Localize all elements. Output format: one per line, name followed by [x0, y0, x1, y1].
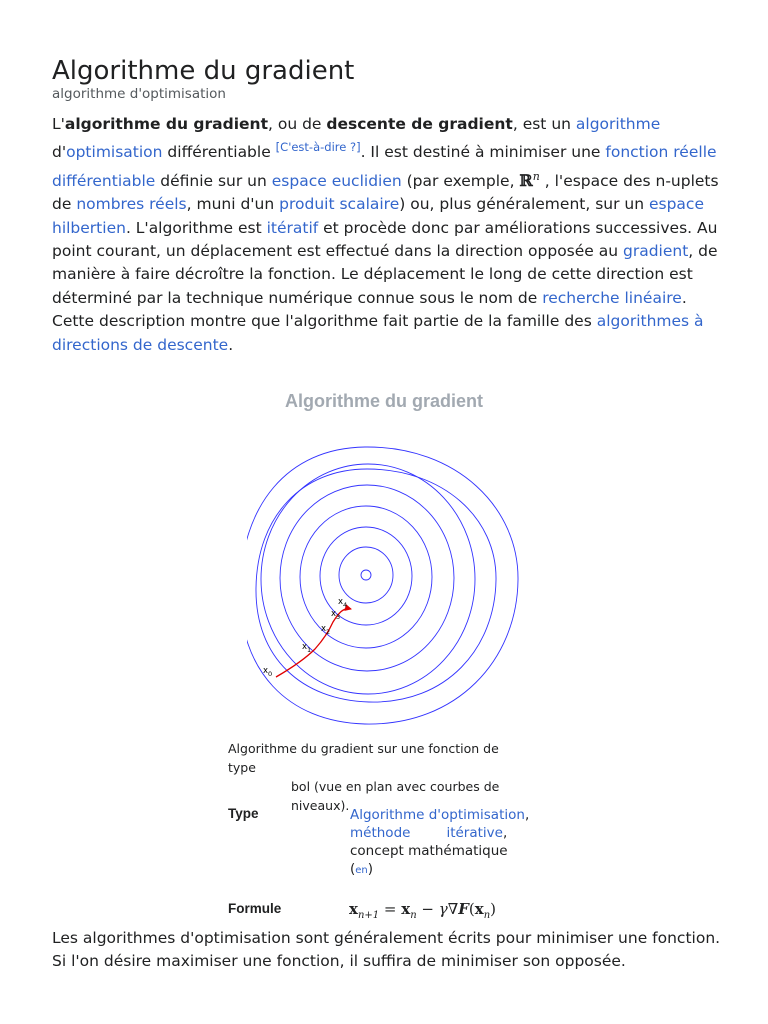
math-exponent-n: n — [532, 169, 540, 183]
formula-x-n: x — [401, 900, 411, 918]
intro-text: définie sur un — [155, 171, 272, 190]
figure-caption — [228, 739, 528, 815]
intro-text: d' — [52, 143, 67, 162]
intro-text: . L'algorithme est — [125, 218, 267, 237]
link-nombres-reels[interactable]: nombres réels — [76, 195, 187, 214]
link-produit-scalaire[interactable]: produit scalaire — [279, 195, 400, 214]
lang-paren-close: ) — [367, 861, 374, 877]
citation-needed-link[interactable]: [C'est-à-dire ?] — [275, 140, 361, 155]
link-iterative-part: itérative — [446, 825, 503, 841]
intro-text: et procède donc par améliorations successives. Au point courant, un déplacement est effectué dans la direction opposée au — [52, 218, 718, 261]
formula-open-paren: ( — [468, 900, 475, 918]
page-title: Algorithme du gradient — [52, 56, 355, 86]
contour-level-1 — [339, 547, 393, 603]
contour-center — [361, 570, 371, 580]
infobox-formula — [349, 900, 496, 921]
contour-level-7 — [247, 447, 518, 724]
outro-paragraph: Les algorithmes d'optimisation sont généralement écrits pour minimiser une fonction. Si l'on désire maximiser une fonction, il suffira de minimiser son opposée. — [52, 929, 721, 971]
formula-x-next: x — [349, 900, 358, 918]
link-methode-part: méthode — [350, 825, 411, 841]
type-separator: , — [502, 825, 508, 841]
link-gradient[interactable]: gradient — [623, 242, 689, 261]
formula-close-paren: ) — [490, 900, 496, 918]
intro-text: . Cette description montre que l'algorithme fait partie de la famille des — [52, 288, 687, 331]
intro-text: (par exemple, — [401, 171, 520, 190]
intro-text: ) ou, plus généralement, sur un — [399, 195, 649, 214]
link-espace-hilbertien[interactable]: espace hilbertien — [52, 195, 704, 237]
link-lang-en[interactable]: en — [355, 865, 368, 876]
link-fonction-reelle-differentiable[interactable]: fonction réelle différentiable — [52, 143, 717, 190]
intro-text: . — [228, 335, 234, 354]
bold-term-descente-de-gradient: descente de gradient — [326, 115, 513, 133]
point-label-x4: $x_4$ — [338, 597, 348, 609]
intro-text: différentiable — [162, 143, 276, 162]
infobox-type-label: Type — [228, 806, 259, 821]
intro-text: , ou de — [267, 115, 327, 133]
intro-text: , est un — [512, 115, 576, 133]
link-methode-iterative[interactable] — [350, 825, 503, 841]
point-label-x0: $x_0$ — [263, 666, 273, 678]
intro-text: , muni d'un — [186, 195, 280, 214]
infobox-type-value — [350, 806, 530, 880]
intro-paragraph — [52, 113, 732, 357]
caption-line-2: bol (vue en plan avec courbes de niveaux). — [291, 779, 500, 813]
contour-level-5 — [261, 464, 475, 694]
formula-x-next-sub: n+1 — [357, 910, 380, 921]
link-algorithme-d-optimisation[interactable]: Algorithme d'optimisation — [350, 807, 525, 823]
link-optimisation[interactable]: optimisation — [66, 143, 163, 162]
formula-equals: = — [379, 900, 402, 918]
formula-gamma: γ — [438, 900, 448, 918]
lang-paren-open: ( — [350, 861, 356, 877]
caption-line-1: Algorithme du gradient sur une fonction de type — [228, 741, 499, 775]
intro-text: , l'espace des n-uplets de — [52, 171, 719, 214]
formula-nabla: ∇ — [447, 900, 459, 918]
formula-x-n-sub: n — [410, 910, 417, 921]
link-algorithme[interactable]: algorithme — [575, 115, 661, 133]
link-recherche-lineaire[interactable]: recherche linéaire — [542, 288, 682, 307]
intro-text: , de manière à faire décroître la fonction. Le déplacement le long de cette direction est déterminé par la technique numérique connue sous le nom de — [52, 242, 718, 307]
concept-mathematique-text: concept mathématique — [350, 843, 508, 859]
formula-x-arg-sub: n — [483, 910, 491, 921]
point-label-x3: $x_3$ — [331, 609, 341, 621]
intro-text: . Il est destiné à minimiser une — [360, 143, 606, 162]
formula-x-arg: x — [474, 900, 484, 918]
formula-F: F — [458, 900, 469, 918]
page-subtitle: algorithme d'optimisation — [52, 86, 226, 102]
contour-lines — [247, 447, 518, 724]
infobox-title: Algorithme du gradient — [285, 391, 483, 411]
intro-text: L' — [52, 115, 65, 133]
math-real-numbers: ℝ — [519, 170, 533, 190]
infobox-formula-label: Formule — [228, 901, 282, 916]
gradient-descent-figure — [247, 438, 523, 732]
link-iteratif[interactable]: itératif — [266, 218, 319, 237]
type-separator: , — [524, 807, 530, 823]
formula-minus: − — [416, 900, 439, 918]
link-espace-euclidien[interactable]: espace euclidien — [271, 171, 402, 190]
link-algorithmes-directions-descente[interactable]: algorithmes à directions de descente — [52, 312, 704, 354]
point-label-x1: $x_1$ — [302, 642, 312, 654]
point-label-x2: $x_2$ — [321, 624, 331, 636]
bold-term-algorithme-du-gradient: algorithme du gradient — [64, 115, 268, 133]
